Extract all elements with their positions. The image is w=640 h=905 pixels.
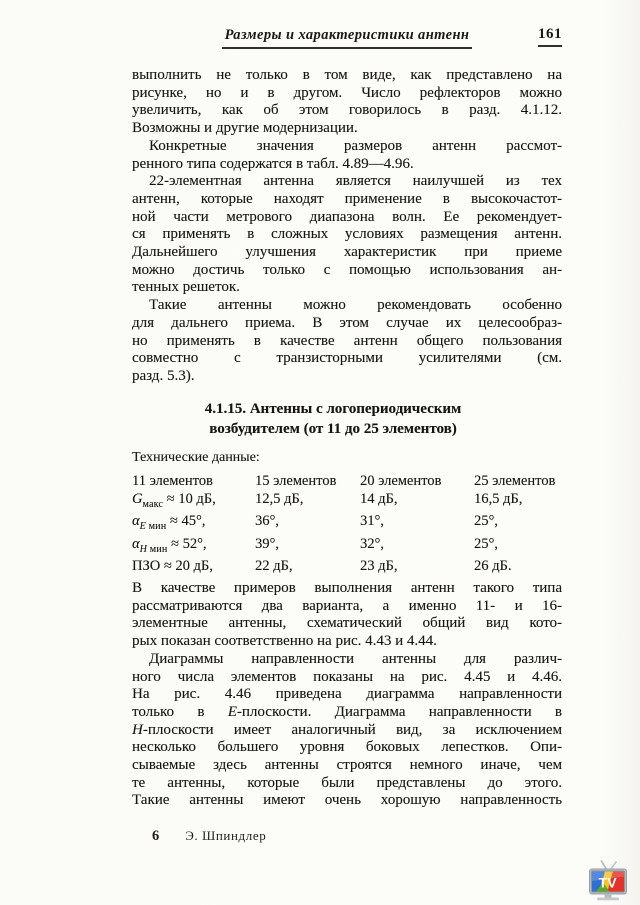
running-head [132, 26, 562, 50]
tech-data-label: Технические данные: [132, 449, 260, 465]
text-line: Такие антенны имеют очень хорошую направленность [132, 792, 562, 809]
document-body [132, 67, 562, 810]
text-line: На рис. 4.46 приведена диаграмма направленности [132, 686, 562, 703]
text-line: ной части метрового диапазона волн. Ее рекомендует- [132, 208, 562, 225]
table-cell: 25°, [474, 535, 498, 552]
running-head-center [132, 26, 562, 49]
tv-stand-neck [605, 894, 612, 898]
table-cell: 36°, [255, 513, 279, 530]
running-head-title: Размеры и характеристики антенн [222, 27, 473, 49]
text-line: антенн, которые находят применение в высокочастот- [132, 190, 562, 207]
text-line: ного числа элементов показаны на рис. 4.45 и 4.46. [132, 668, 562, 685]
table-header-cell: 25 элементов [474, 473, 556, 490]
text-line: те антенны, которые были представлены до этого. [132, 774, 562, 791]
text-line: сываемые здесь антенны строятся немного иначе, чем [132, 757, 562, 774]
paragraph [132, 138, 562, 173]
text-line: рассматриваются два варианта, а именно 11- и 16- [132, 597, 562, 614]
text-line: тенных решеток. [132, 279, 240, 296]
table-header-cell: 15 элементов [255, 473, 337, 490]
text-line: 22-элементная антенна является наилучшей из тех [149, 173, 562, 190]
text-line: Такие антенны можно рекомендовать особенно [149, 297, 562, 314]
text-line: увеличить, как об этом говорилось в разд. 4.1.12. [132, 102, 562, 119]
table-cell: 22 дБ, [255, 558, 293, 575]
text-line: рисунке, но и в другом. Число рефлекторов можно [132, 84, 562, 101]
text-line: элементные антенны, схематический общий вид кото- [132, 615, 562, 632]
text-line: разд. 5.3). [132, 367, 195, 384]
footer-signature-number: 6 [152, 828, 160, 845]
text-line: но применять в качестве антенн общего пользования [132, 332, 562, 349]
text-line: Диаграммы направленности антенны для различ- [149, 650, 562, 667]
paragraph [132, 651, 562, 810]
text-line: Н-плоскости имеет аналогичный вид, за исключением [132, 721, 562, 738]
table-row-label: ПЗО ≈ 20 дБ, [132, 558, 213, 575]
text-line: можно достичь только с помощью использования ан- [132, 261, 562, 278]
text-line: Конкретные значения размеров антенн рассмот- [149, 137, 562, 154]
tv-logo-watermark [584, 857, 632, 903]
section-heading-line: 4.1.15. Антенны с логопериодическим [204, 400, 462, 417]
section-heading [132, 399, 534, 439]
table-cell: 39°, [255, 535, 279, 552]
page-number: 161 [538, 26, 562, 47]
table-cell: 12,5 дБ, [255, 490, 304, 507]
text-line: ся применять в сложных условиях размещения антенн. [132, 226, 562, 243]
tv-icon [584, 857, 632, 903]
text-line: несколько большего уровня боковых лепестков. Опи- [132, 739, 562, 756]
table-row-label: $G_{макс} \approx 10$ дБ, [132, 490, 216, 510]
table-cell: 23 дБ, [360, 558, 398, 575]
tv-stand-base [597, 898, 619, 901]
text-line: рых показан соответственно на рис. 4.43 и 4.44. [132, 633, 437, 650]
text-line: для дальнего приема. В этом случае их целесообраз- [132, 314, 562, 331]
table-row-label: $\alpha_{Е мин} \approx 45^\circ$, [132, 513, 206, 533]
tv-label: TV [598, 874, 617, 891]
paragraph [132, 173, 562, 297]
section-heading-line: возбудителем (от 11 до 25 элементов) [209, 420, 457, 437]
table-row-label: $\alpha_{Н мин} \approx 52^\circ$, [132, 535, 207, 555]
table-cell: 32°, [360, 535, 384, 552]
table-header-cell: 11 элементов [132, 473, 213, 490]
paragraph [132, 297, 562, 386]
table-cell: 25°, [474, 513, 498, 530]
text-line: Дальнейшего улучшения характеристик при приеме [132, 244, 562, 261]
spec-table [132, 473, 562, 576]
text-column [132, 26, 562, 845]
table-header-cell: 20 элементов [360, 473, 442, 490]
text-line: выполнить не только в том виде, как представлено на [132, 67, 562, 83]
table-cell: 31°, [360, 513, 384, 530]
text-line: ренного типа содержатся в табл. 4.89—4.96. [132, 155, 414, 172]
table-cell: 26 дБ. [474, 558, 512, 575]
paragraph [132, 67, 562, 138]
paragraph [132, 580, 562, 651]
table-cell: 16,5 дБ, [474, 490, 523, 507]
footer-author: Э. Шпиндлер [185, 828, 267, 844]
text-line: Возможны и другие модернизации. [132, 120, 358, 137]
page-footer [132, 828, 562, 845]
table-cell: 14 дБ, [360, 490, 398, 507]
text-line: только в Е-плоскости. Диаграмма направленности в [132, 703, 562, 720]
text-line: совместно с транзисторными усилителями (см. [132, 350, 562, 367]
text-line: В качестве примеров выполнения антенн такого типа [132, 580, 562, 596]
